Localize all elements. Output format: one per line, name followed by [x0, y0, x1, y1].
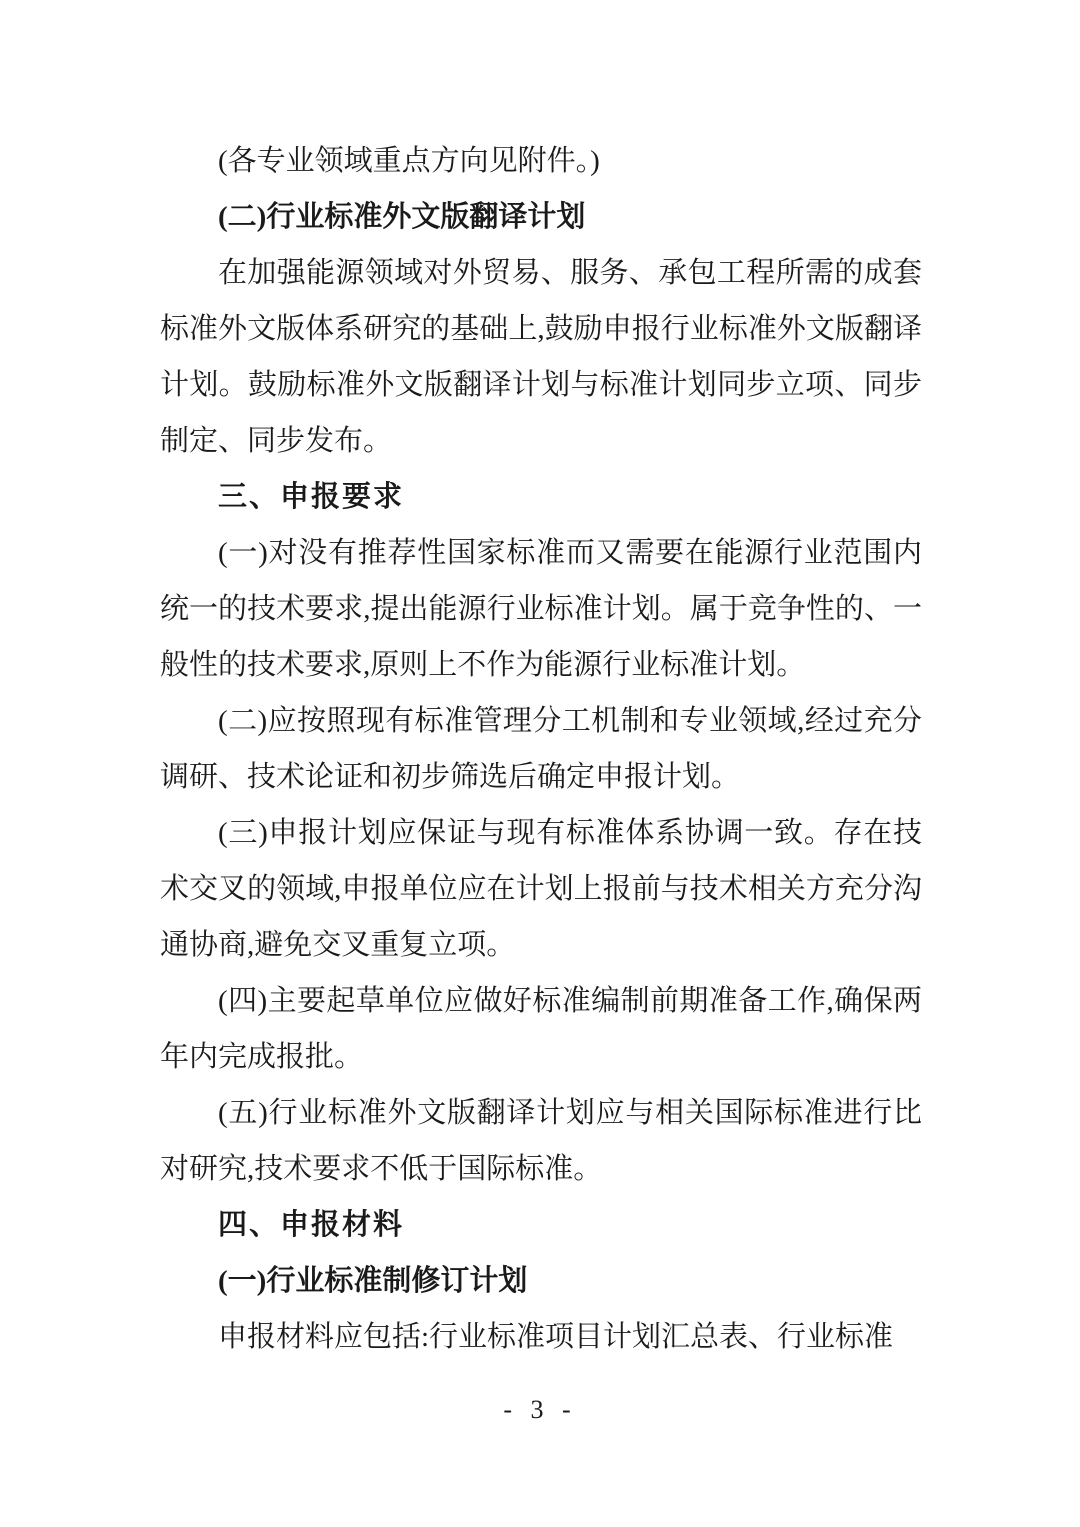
- heading-declaration-requirements: 三、申报要求: [218, 481, 405, 513]
- paragraph-requirement-1: (一)对没有推荐性国家标准而又需要在能源行业范围内统一的技术要求,提出能源行业标准计划。属于竞争性的、一般性的技术要求,原则上不作为能源行业标准计划。: [160, 537, 922, 681]
- paragraph-requirement-5: (五)行业标准外文版翻译计划应与相关国际标准进行比对研究,技术要求不低于国际标准。: [160, 1097, 922, 1185]
- heading-declaration-materials: 四、申报材料: [218, 1209, 405, 1241]
- paragraph-requirement-3: (三)申报计划应保证与现有标准体系协调一致。存在技术交叉的领域,申报单位应在计划上报前与技术相关方充分沟通协商,避免交叉重复立项。: [160, 817, 922, 961]
- paragraph-attachment-note: (各专业领域重点方向见附件。): [218, 145, 600, 177]
- document-body: [160, 133, 922, 1365]
- paragraph-requirement-4: (四)主要起草单位应做好标准编制前期准备工作,确保两年内完成报批。: [160, 985, 922, 1073]
- paragraph-requirement-2: (二)应按照现有标准管理分工机制和专业领域,经过充分调研、技术论证和初步筛选后确定申报计划。: [160, 705, 922, 793]
- subheading-revision-plan: (一)行业标准制修订计划: [218, 1265, 528, 1297]
- subheading-foreign-translation: (二)行业标准外文版翻译计划: [218, 201, 586, 233]
- paragraph-foreign-translation: 在加强能源领域对外贸易、服务、承包工程所需的成套标准外文版体系研究的基础上,鼓励申报行业标准外文版翻译计划。鼓励标准外文版翻译计划与标准计划同步立项、同步制定、同步发布。: [160, 257, 922, 457]
- page-number: - 3 -: [503, 1395, 577, 1424]
- paragraph-materials-include: 申报材料应包括:行业标准项目计划汇总表、行业标准: [218, 1321, 894, 1353]
